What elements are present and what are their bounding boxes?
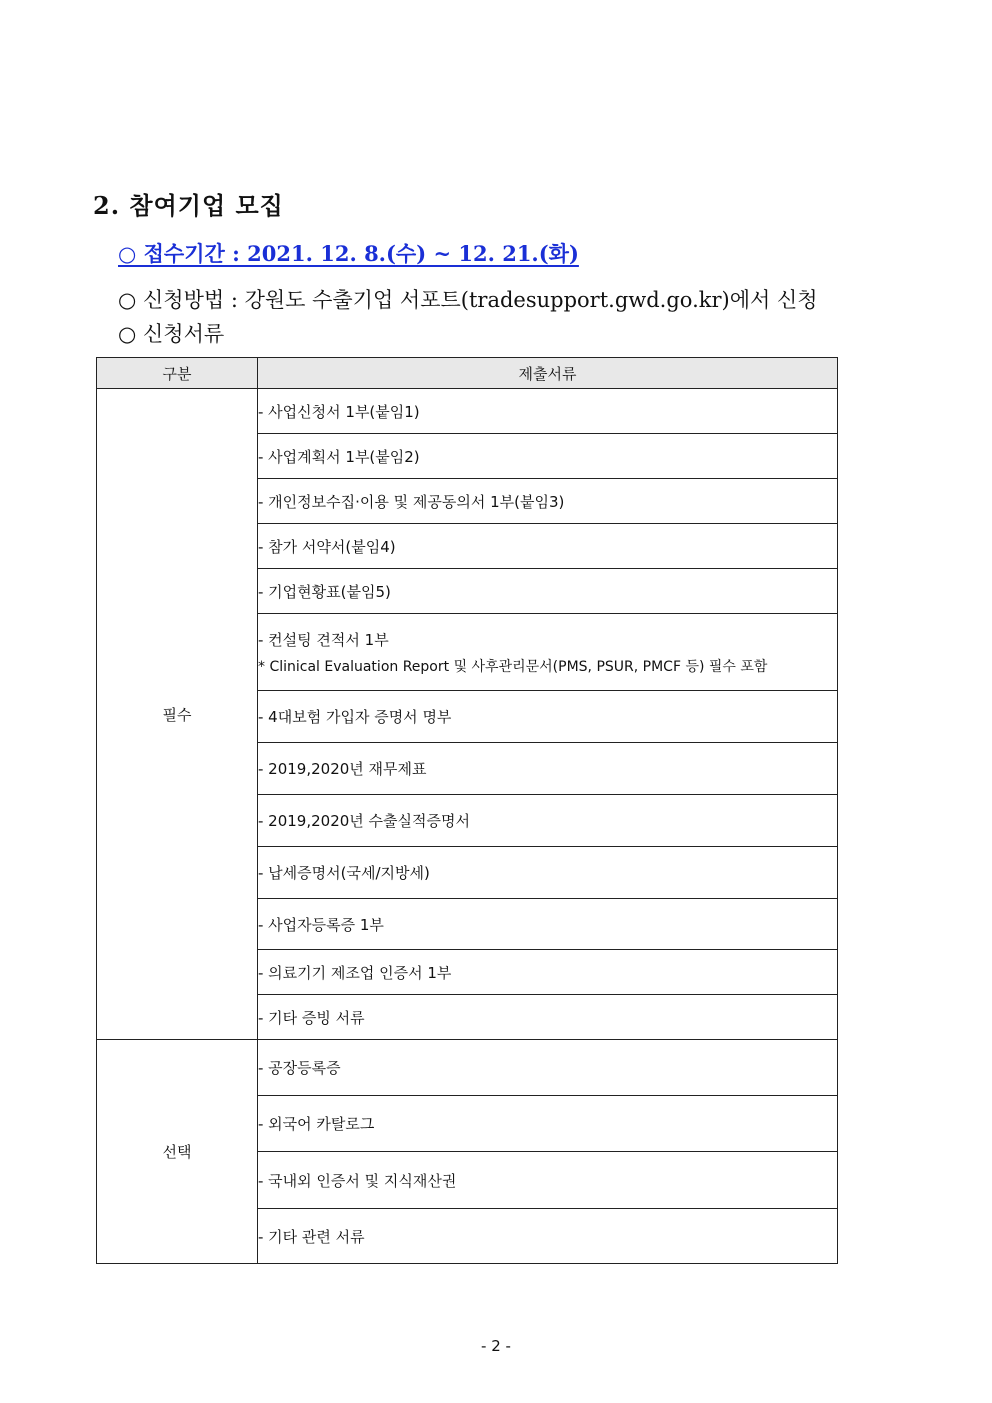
required-doc-item: - 사업자등록증 1부 [258,899,838,950]
required-doc-item: - 참가 서약서(붙임4) [258,524,838,569]
required-doc-item: - 2019,2020년 수출실적증명서 [258,795,838,847]
required-doc-item: - 납세증명서(국세/지방세) [258,847,838,899]
header-category: 구분 [97,358,258,389]
required-doc-item: - 2019,2020년 재무제표 [258,743,838,795]
required-doc-item: - 사업계획서 1부(붙임2) [258,434,838,479]
consulting-estimate-cell [258,614,838,691]
optional-doc-item: - 공장등록증 [258,1040,838,1096]
required-doc-item: - 기타 증빙 서류 [258,995,838,1040]
page-number: - 2 - [481,1337,511,1355]
required-doc-item: - 의료기기 제조업 인증서 1부 [258,950,838,995]
table-header-row [97,358,838,389]
application-method: ○ 신청방법 : 강원도 수출기업 서포트(tradesupport.gwd.go.kr)에서 신청 [118,288,818,312]
optional-doc-item: - 국내외 인증서 및 지식재산권 [258,1152,838,1209]
category-optional: 선택 [97,1040,258,1264]
required-doc-item: - 기업현황표(붙임5) [258,569,838,614]
required-doc-item: - 컨설팅 견적서 1부 [258,630,389,649]
optional-doc-item: - 외국어 카탈로그 [258,1096,838,1152]
consulting-note: * Clinical Evaluation Report 및 사후관리문서(PMS, PSUR, PMCF 등) 필수 포함 [258,658,768,675]
required-doc-item: - 사업신청서 1부(붙임1) [258,389,838,434]
header-documents: 제출서류 [258,358,838,389]
required-doc-item: - 4대보험 가입자 증명서 명부 [258,691,838,743]
documents-title: ○ 신청서류 [118,322,225,346]
required-doc-item: - 개인정보수집·이용 및 제공동의서 1부(붙임3) [258,479,838,524]
category-required: 필수 [97,389,258,1040]
section-heading: 2. 참여기업 모집 [93,191,284,220]
application-period: ○ 접수기간 : 2021. 12. 8.(수) ~ 12. 21.(화) [118,241,579,266]
table-row [97,1040,838,1096]
optional-doc-item: - 기타 관련 서류 [258,1209,838,1264]
documents-table [96,357,838,1264]
table-row [97,389,838,434]
